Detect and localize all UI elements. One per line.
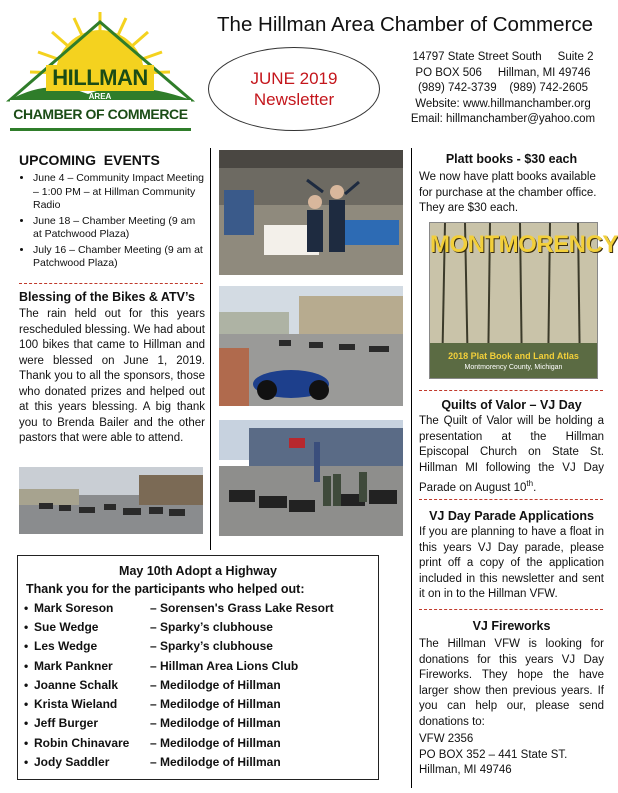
fireworks-addr-1: VFW 2356 [419,733,474,745]
participant-org: – Medilodge of Hillman [150,697,281,712]
vj-apps-section [419,509,604,603]
fireworks-addr-2: PO BOX 352 – 441 State ST. [419,748,568,761]
participant-name: Krista Wieland [34,697,118,712]
fireworks-heading: VJ Fireworks [472,619,551,633]
book-subtitle: 2018 Plat Book and Land Atlas [448,351,579,361]
participant-name: Robin Chinavare [34,735,130,750]
section-divider [419,609,603,610]
quilts-heading: Quilts of Valor – VJ Day [441,398,582,412]
vj-apps-heading: VJ Day Parade Applications [429,509,594,523]
participant-org: – Sparky’s clubhouse [150,619,273,634]
highway-heading: May 10th Adopt a Highway [119,564,277,578]
participant-org: – Medilodge of Hillman [150,735,281,750]
events-heading: UPCOMING EVENTS [19,152,160,168]
blessing-section [19,290,205,447]
section-divider [419,390,603,391]
event-item: • June 18 – Chamber Meeting (9 am at Patchwood Plaza) [33,215,205,242]
participant-org: – Sparky’s clubhouse [150,639,273,654]
section-divider [419,499,603,500]
participant-org: – Medilodge of Hillman [150,677,281,692]
quilts-text: The Quilt of Valor will be holding a presentation at the Hillman Episcopal Church on State St. Hillman MI following the VJ Day Parade on August 10 [419,415,604,494]
vj-apps-text: If you are planning to have a float in this years VJ Day parade, please print off a copy of the application included in this newsletter and sent it on in to the Hillman VFW. [419,526,604,600]
participant-name: Joanne Schalk [34,677,119,692]
event-item: • June 4 – Community Impact Meeting – 1:00 PM – at Hillman Community Radio [33,172,205,213]
motorcycles-street-photo [219,286,403,406]
fireworks-addr-3: Hillman, MI 49746 [419,764,512,776]
address-line-2: PO BOX 506 Hillman, MI 49746 [415,66,591,79]
logo-name: HILLMAN [46,65,154,91]
quilts-text-block [419,414,604,496]
book-title: MONTMORENCY [430,231,618,258]
participant-org: – Sorensen's Grass Lake Resort [150,600,334,615]
platt-section [419,152,604,217]
bullet-icon: • [24,735,29,750]
participant-row [24,656,334,675]
bullet-icon: • [24,600,29,615]
participant-row [24,752,334,771]
fireworks-text: The Hillman VFW is looking for donations for this years VJ Day Fireworks. They hope the have larger show then previous years. If you can help our, please send donations to: [419,638,604,728]
highway-thanks: Thank you for the participants who helped out: [26,582,305,596]
logo-sub: AREA [88,92,112,101]
quilts-end: . [533,481,537,494]
bullet-icon: • [24,697,29,712]
booth-photo [219,150,403,275]
contact-block [393,50,613,128]
book-county: Montmorency County, Michigan [464,364,563,371]
bullet-icon: • [24,658,29,673]
quilts-section [419,398,604,496]
event-item: • July 16 – Chamber Meeting (9 am at Patchwood Plaza) [33,244,205,271]
participant-row [24,617,334,636]
participant-name: Jody Saddler [34,755,110,770]
participants-list [24,598,334,772]
participant-name: Mark Pankner [34,658,113,673]
email-link[interactable]: Email: hillmanchamber@yahoo.com [410,113,596,125]
participant-name: Sue Wedge [34,619,99,634]
participant-name: Les Wedge [34,639,98,654]
adopt-highway-box [17,555,379,780]
bullet-icon: • [24,716,29,731]
bullet-icon: • [24,619,29,634]
section-divider [19,283,203,284]
column-divider-right [411,148,412,788]
participant-org: – Medilodge of Hillman [150,716,281,731]
column-divider-left [210,148,211,550]
bullet-icon: • [24,677,29,692]
participant-row [24,675,334,694]
platt-text: We now have platt books available for purchase at the chamber office. They are $30 each. [419,171,597,214]
participant-row [24,694,334,713]
events-list [19,172,205,271]
events-section [19,152,205,273]
bullet-icon: • [24,755,29,770]
street-bikes-photo [19,467,203,534]
platt-heading: Platt books - $30 each [445,152,578,166]
plat-book-cover [429,222,618,379]
participant-row [24,598,334,617]
participant-row [24,714,334,733]
participant-name: Jeff Burger [34,716,99,731]
page-title: The Hillman Area Chamber of Commerce [217,13,593,36]
newsletter-month: JUNE 2019 [250,69,338,88]
quilts-sup: th [526,479,534,488]
chamber-logo [8,8,193,133]
participant-org: – Medilodge of Hillman [150,755,281,770]
participant-row [24,637,334,656]
newsletter-label: Newsletter [253,90,335,109]
participant-org: – Hillman Area Lions Club [150,658,299,673]
address-line-1: 14797 State Street South Suite 2 [412,51,594,63]
participant-row [24,733,334,752]
fireworks-section [419,619,604,779]
website-link[interactable]: Website: www.hillmanchamber.org [415,97,591,110]
newsletter-oval [208,47,380,131]
blessing-text: The rain held out for this years rescheduled blessing. We had about 100 bikes that came to Hillman and were blessed on June 1, 2019. Thank you to all the sponsors, those who donated prizes and helped out at this years blessing. A big thank you to Brenda Bailer and the other pastors that were able to attend. [19,308,205,444]
bullet-icon: • [24,639,29,654]
participant-name: Mark Soreson [34,600,114,615]
blessing-heading: Blessing of the Bikes & ATV’s [19,290,195,304]
phone-numbers: (989) 742-3739 (989) 742-2605 [417,82,589,94]
parade-flags-photo [219,420,403,536]
logo-org: CHAMBER OF COMMERCE [13,106,188,122]
